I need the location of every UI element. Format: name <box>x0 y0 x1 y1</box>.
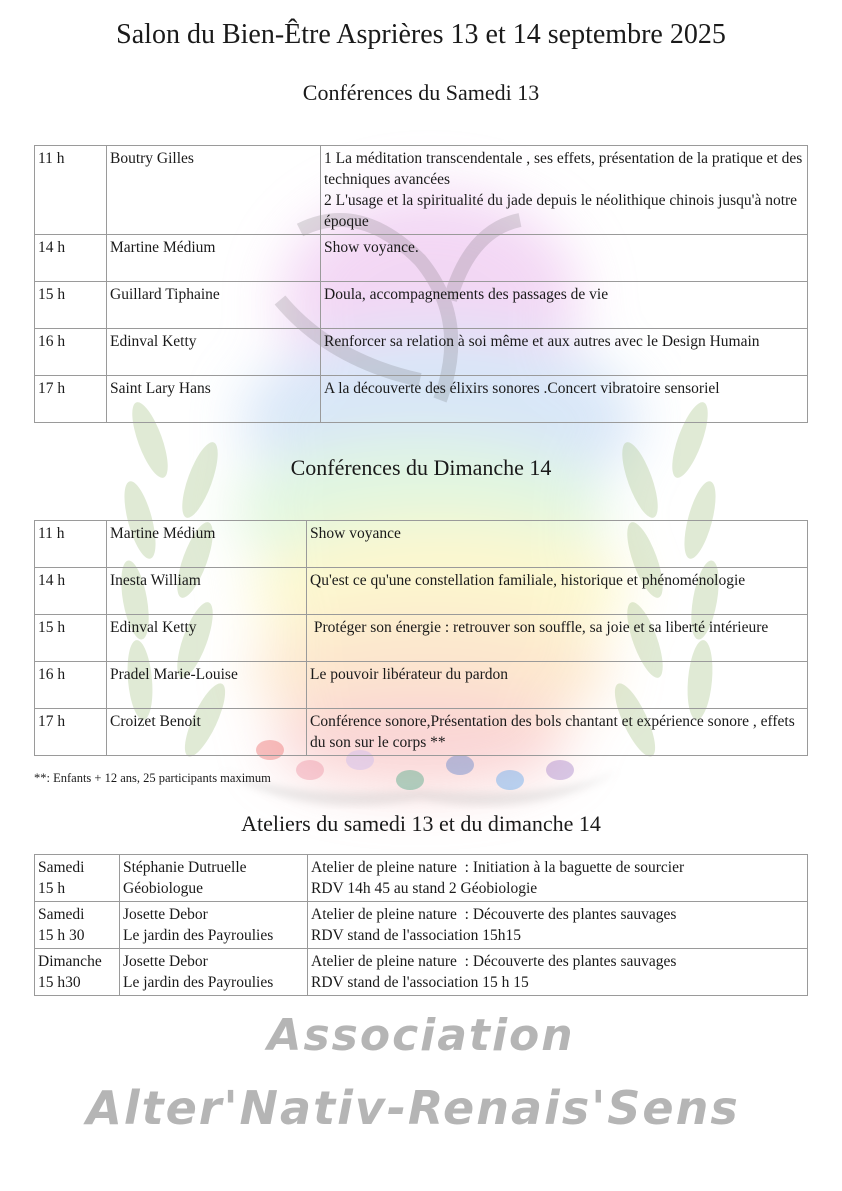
saturday-conferences-table <box>34 145 808 423</box>
day-time-cell <box>35 855 120 902</box>
day-time-cell <box>35 902 120 949</box>
topic-line: Atelier de pleine nature : Découverte des plantes sauvages <box>311 906 677 923</box>
time-cell: 15 h <box>35 282 107 329</box>
saturday-heading: Conférences du Samedi 13 <box>302 80 540 105</box>
topic-cell: A la découverte des élixirs sonores .Concert vibratoire sensoriel <box>321 376 808 423</box>
topic-cell: Conférence sonore,Présentation des bols chantant et expérience sonore , effets du son sur le corps ** <box>307 709 808 756</box>
host-cell <box>120 902 308 949</box>
time-cell: 11 h <box>35 521 107 568</box>
speaker-cell: Pradel Marie-Louise <box>107 662 307 709</box>
table-row <box>35 376 808 423</box>
speaker-cell: Martine Médium <box>107 235 321 282</box>
topic-cell <box>308 902 808 949</box>
rdv-line: RDV stand de l'association 15 h 15 <box>311 974 529 991</box>
time-cell: 14 h <box>35 235 107 282</box>
speaker-cell: Boutry Gilles <box>107 146 321 235</box>
rdv-line: RDV stand de l'association 15h15 <box>311 927 522 944</box>
day-label: Samedi <box>38 906 85 923</box>
time-cell: 16 h <box>35 329 107 376</box>
topic-cell: Show voyance. <box>321 235 808 282</box>
host-detail: Géobiologue <box>123 880 204 897</box>
topic-cell: Renforcer sa relation à soi même et aux autres avec le Design Humain <box>321 329 808 376</box>
table-row <box>35 855 808 902</box>
speaker-cell: Croizet Benoit <box>107 709 307 756</box>
time-label: 15 h 30 <box>38 927 85 944</box>
speaker-cell: Martine Médium <box>107 521 307 568</box>
table-row <box>35 235 808 282</box>
rdv-line: RDV 14h 45 au stand 2 Géobiologie <box>311 880 538 897</box>
host-detail: Le jardin des Payroulies <box>123 927 274 944</box>
speaker-cell: Edinval Ketty <box>107 329 321 376</box>
day-label: Dimanche <box>38 953 102 970</box>
sunday-conferences-table <box>34 520 808 756</box>
table-row <box>35 615 808 662</box>
time-cell: 11 h <box>35 146 107 235</box>
speaker-cell: Guillard Tiphaine <box>107 282 321 329</box>
host-cell <box>120 949 308 996</box>
time-cell: 17 h <box>35 709 107 756</box>
sunday-heading: Conférences du Dimanche 14 <box>290 455 552 480</box>
workshops-table <box>34 854 808 996</box>
time-cell: 17 h <box>35 376 107 423</box>
day-time-cell <box>35 949 120 996</box>
topic-cell: Le pouvoir libérateur du pardon <box>307 662 808 709</box>
host-detail: Le jardin des Payroulies <box>123 974 274 991</box>
topic-cell: Show voyance <box>307 521 808 568</box>
topic-cell: Protéger son énergie : retrouver son souffle, sa joie et sa liberté intérieure <box>307 615 808 662</box>
table-row <box>35 662 808 709</box>
topic-line: Atelier de pleine nature : Initiation à la baguette de sourcier <box>311 859 685 876</box>
table-row <box>35 709 808 756</box>
host-name: Josette Debor <box>123 906 208 923</box>
time-cell: 16 h <box>35 662 107 709</box>
footnote: **: Enfants + 12 ans, 25 participants maximum <box>34 771 271 785</box>
topic-cell <box>308 949 808 996</box>
topic-cell <box>321 146 808 235</box>
table-row <box>35 282 808 329</box>
topic-cell: Qu'est ce qu'une constellation familiale, historique et phénoménologie <box>307 568 808 615</box>
topic-line: 1 La méditation transcendentale , ses effets, présentation de la pratique et des techniques avancées <box>324 150 803 188</box>
host-name: Josette Debor <box>123 953 208 970</box>
topic-line: 2 L'usage et la spiritualité du jade depuis le néolithique chinois jusqu'à notre époque <box>324 192 798 230</box>
topic-cell <box>308 855 808 902</box>
time-label: 15 h30 <box>38 974 81 991</box>
topic-cell: Doula, accompagnements des passages de vie <box>321 282 808 329</box>
table-row <box>35 568 808 615</box>
table-row <box>35 902 808 949</box>
table-row <box>35 329 808 376</box>
host-cell <box>120 855 308 902</box>
table-row <box>35 521 808 568</box>
table-row <box>35 146 808 235</box>
host-name: Stéphanie Dutruelle <box>123 859 247 876</box>
speaker-cell: Edinval Ketty <box>107 615 307 662</box>
topic-line: Atelier de pleine nature : Découverte des plantes sauvages <box>311 953 677 970</box>
time-cell: 15 h <box>35 615 107 662</box>
time-cell: 14 h <box>35 568 107 615</box>
day-label: Samedi <box>38 859 85 876</box>
workshops-heading: Ateliers du samedi 13 et du dimanche 14 <box>241 811 601 836</box>
speaker-cell: Inesta William <box>107 568 307 615</box>
page-title: Salon du Bien-Être Asprières 13 et 14 septembre 2025 <box>116 19 726 50</box>
association-logo-line1: Association <box>267 1010 575 1061</box>
time-label: 15 h <box>38 880 66 897</box>
association-logo-line2: Alter'Nativ-Renais'Sens <box>86 1081 740 1135</box>
table-row <box>35 949 808 996</box>
speaker-cell: Saint Lary Hans <box>107 376 321 423</box>
